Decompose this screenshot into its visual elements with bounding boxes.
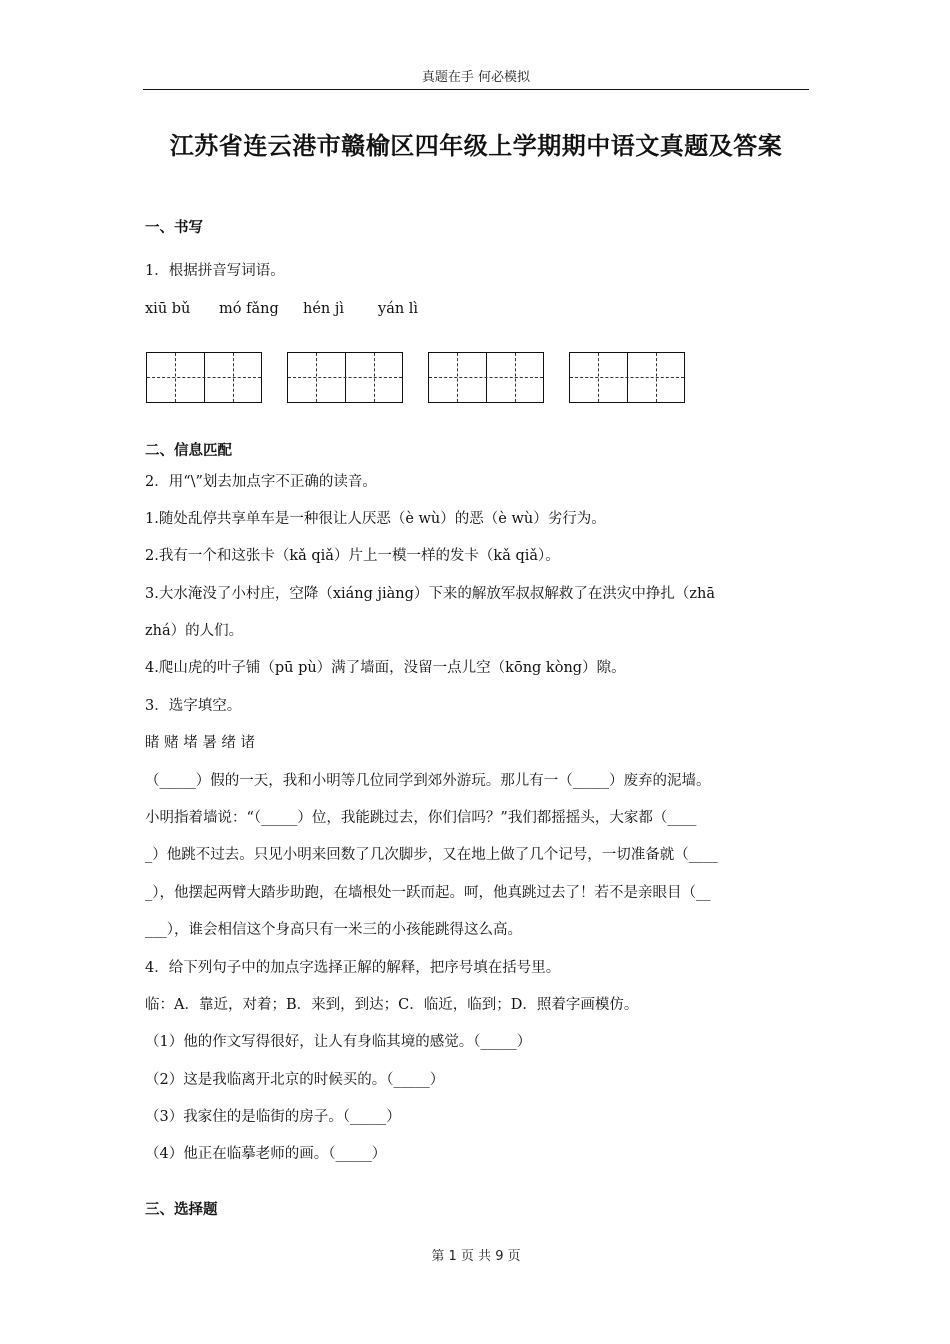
q1-answer-grid-4[interactable]: [569, 352, 685, 403]
q1-answer-grid-1[interactable]: [146, 352, 262, 403]
q2-line-2: 2.我有一个和这张卡（kǎ qiǎ）片上一模一样的发卡（kǎ qiǎ）。: [145, 548, 560, 564]
q4-item-1: （1）他的作文写得很好，让人有身临其境的感觉。（_____）: [145, 1034, 532, 1050]
q3-line-5: ___），谁会相信这个身高只有一米三的小孩能跳得这么高。: [145, 922, 522, 938]
q3-line-1: （_____）假的一天，我和小明等几位同学到郊外游玩。那儿有一（_____）废弃的泥墙。: [145, 773, 711, 789]
q4-prompt: 4．给下列句子中的加点字选择正解的解释，把序号填在括号里。: [145, 960, 561, 976]
q2-line-3: 3.大水淹没了小村庄，空降（xiáng jiàng）下来的解放军叔叔解救了在洪灾中挣扎（zhā: [145, 586, 716, 602]
q3-prompt: 3．选字填空。: [145, 698, 242, 714]
q2-line-1: 1.随处乱停共享单车是一种很让人厌恶（è wù）的恶（è wù）劣行为。: [145, 511, 606, 527]
section-heading-matching: 二、信息匹配: [145, 443, 232, 459]
q1-pinyin-2: mó fǎng: [219, 301, 279, 317]
page-header: 真题在手 何必模拟: [421, 70, 531, 85]
q1-answer-grid-3[interactable]: [428, 352, 544, 403]
q3-options: 睹 赌 堵 暑 绪 诸: [145, 735, 256, 751]
section-heading-choice: 三、选择题: [145, 1202, 218, 1218]
q1-pinyin-1: xiū bǔ: [145, 301, 191, 317]
document-title: 江苏省连云港市赣榆区四年级上学期期中语文真题及答案: [169, 132, 783, 160]
q4-item-2: （2）这是我临离开北京的时候买的。（_____）: [145, 1072, 445, 1088]
q2-prompt: 2．用“\”划去加点字不正确的读音。: [145, 474, 377, 490]
q3-line-2: 小明指着墙说：“（_____）位，我能跳过去，你们信吗？”我们都摇摇头，大家都（____: [145, 810, 697, 826]
page-footer: 第 1 页 共 9 页: [431, 1249, 521, 1264]
q1-prompt: 1．根据拼音写词语。: [145, 263, 285, 279]
q2-line-5: 4.爬山虎的叶子铺（pū pù）满了墙面，没留一点儿空（kōng kòng）隙。: [145, 660, 626, 676]
q4-item-4: （4）他正在临摹老师的画。（_____）: [145, 1146, 387, 1162]
section-heading-writing: 一、书写: [145, 220, 203, 236]
q1-answer-grid-2[interactable]: [287, 352, 403, 403]
header-rule: [143, 89, 809, 90]
q4-item-3: （3）我家住的是临街的房子。（_____）: [145, 1109, 401, 1125]
q4-definitions: 临：A．靠近，对着；B．来到，到达；C．临近，临到；D．照着字画模仿。: [145, 997, 639, 1013]
q1-pinyin-3: hén jì: [303, 301, 345, 317]
q3-line-3: _）他跳不过去。只见小明来回数了几次脚步，又在地上做了几个记号，一切准备就（____: [145, 847, 718, 863]
q3-line-4: _），他摆起两臂大踏步助跑，在墙根处一跃而起。呵，他真跳过去了！若不是亲眼目（__: [145, 885, 711, 901]
q1-pinyin-4: yán lì: [378, 301, 419, 317]
q2-line-4: zhá）的人们。: [145, 623, 244, 639]
